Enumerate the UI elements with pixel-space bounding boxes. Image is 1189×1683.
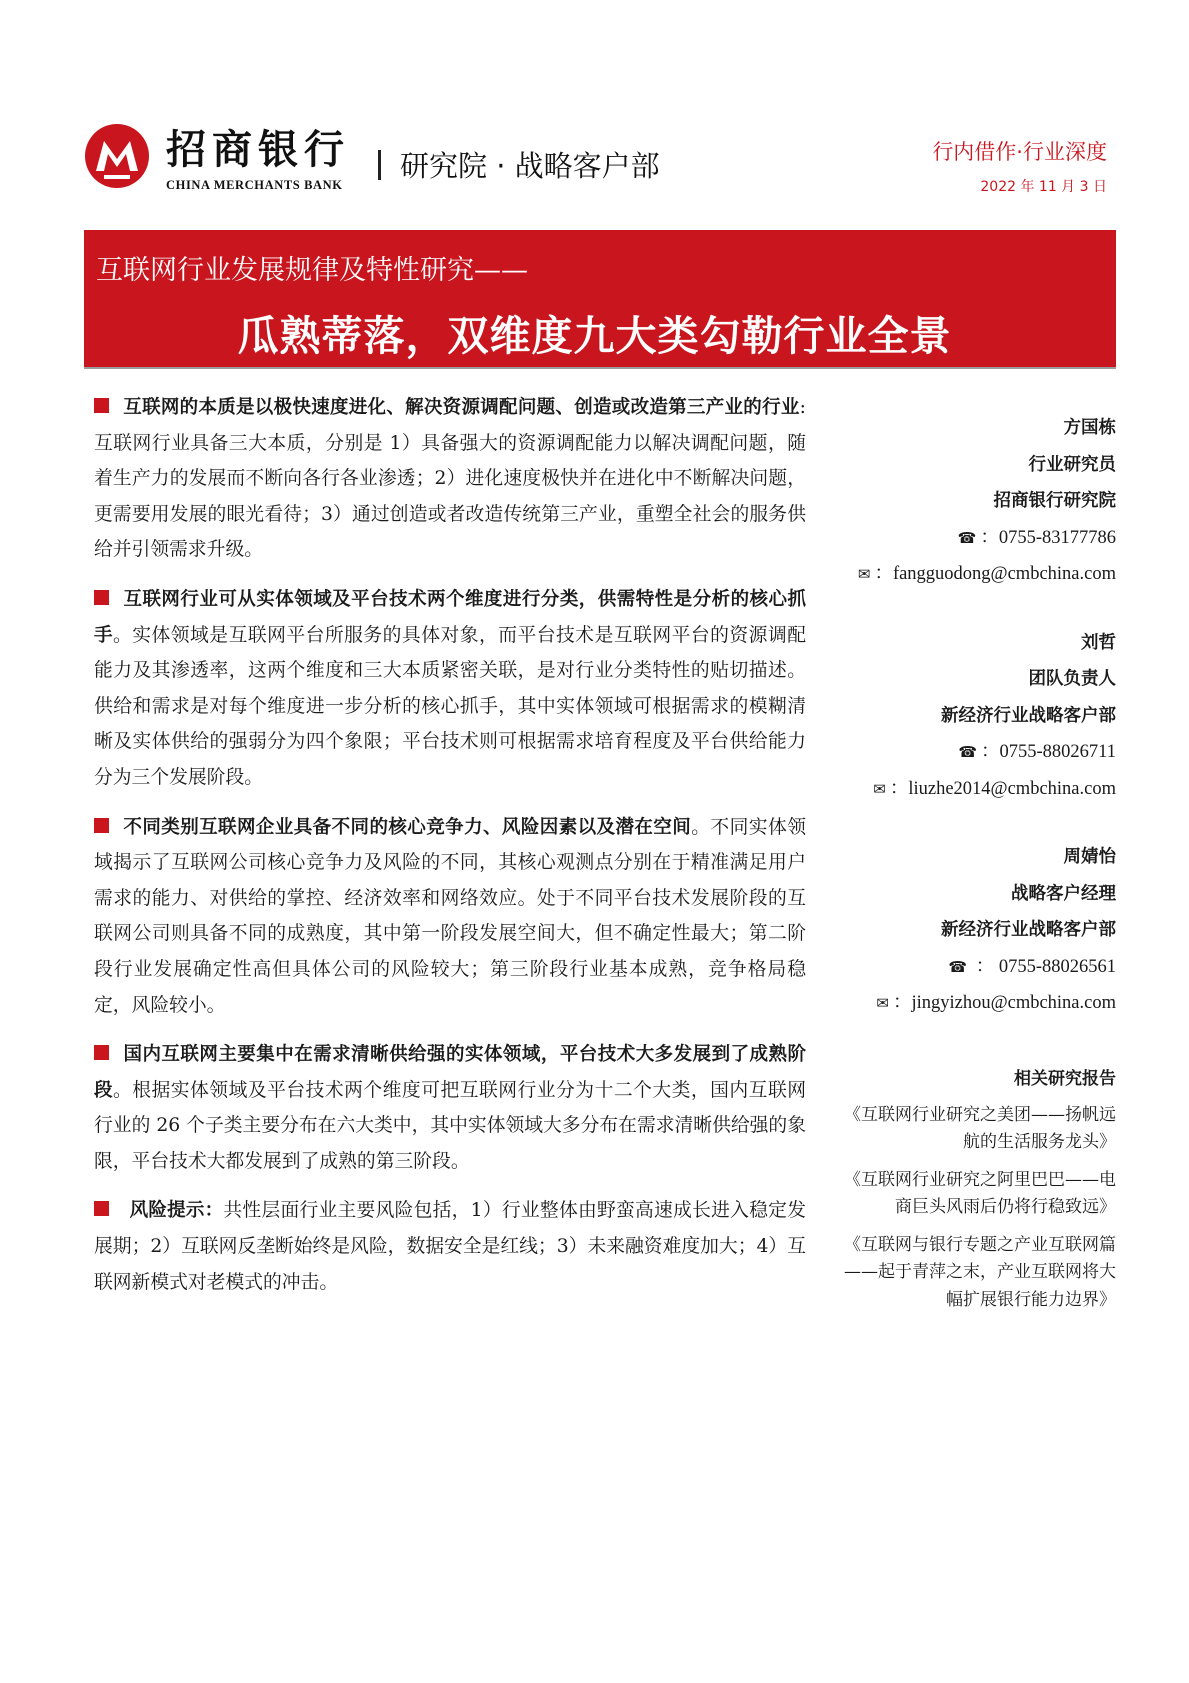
author-org: 新经济行业战略客户部 — [941, 705, 1116, 726]
key-point — [94, 810, 806, 1024]
related-reports-heading: 相关研究报告 — [1014, 1068, 1116, 1089]
header-divider — [378, 150, 381, 180]
author-email[interactable]: ：fangguodong@cmbchina.com — [874, 564, 1116, 584]
phone-icon: ☎ — [948, 957, 968, 976]
author-phone-row — [840, 949, 1116, 986]
author-email-row — [840, 771, 1116, 808]
phone-icon: ☎ — [957, 528, 977, 547]
key-point-body: 共性层面行业主要风险包括，1）行业整体由野蛮高速成长进入稳定发展期；2）互联网反垄断始终是风险，数据安全是红线；3）未来融资难度加大；4）互联网新模式对老模式的冲击。 — [94, 1200, 806, 1293]
brand-name-cn: 招商银行 — [166, 127, 350, 173]
author-phone: ：0755-88026711 — [981, 742, 1116, 762]
author-phone: ： 0755-88026561 — [971, 956, 1116, 977]
phone-icon: ☎ — [958, 743, 978, 761]
key-point-body: :互联网行业具备三大本质，分别是 1）具备强大的资源调配能力以解决调配问题，随着生产力的发展而不断向各行各业渗透；2）进化速度极快并在进化中不断解决问题，更需要用发展的眼光看待；3）通过创造或者改造传统第三产业，重塑全社会的服务供给并引领需求升级。 — [94, 397, 806, 561]
related-report-item[interactable]: 《互联网行业研究之阿里巴巴——电商巨头风雨后仍将行稳致远》 — [844, 1169, 1116, 1217]
bullet-icon — [94, 398, 109, 413]
author-email-row — [840, 985, 1116, 1022]
related-reports — [840, 1062, 1116, 1315]
key-points — [94, 390, 806, 1314]
sidebar — [840, 410, 1116, 1324]
author-title: 战略客户经理 — [1011, 883, 1116, 904]
key-point-lead: 国内互联网主要集中在需求清晰供给强的实体领域，平台技术大多发展到了成熟阶段 — [94, 1044, 806, 1101]
key-point-lead: 互联网的本质是以极快速度进化、解决资源调配问题、创造或改造第三产业的行业 — [123, 397, 800, 418]
report-type: 行内借作·行业深度 — [932, 140, 1107, 164]
risk-warning-lead: 风险提示： — [123, 1200, 224, 1222]
bullet-icon — [94, 1045, 109, 1060]
email-icon: ✉ — [873, 779, 886, 798]
key-point-body: 。不同实体领域揭示了互联网公司核心竞争力及风险的不同，其核心观测点分别在于精准满足用户需求的能力、对供给的掌控、经济效率和网络效应。处于不同平台技术发展阶段的互联网公司则具备不同的成熟度，其中第一阶段发展空间大，但不确定性最大；第二阶段行业发展确定性高但具体公司的风险较大；第三阶段行业基本成熟，竞争格局稳定，风险较小。 — [94, 816, 806, 1016]
author-card — [840, 410, 1116, 593]
author-org: 招商银行研究院 — [993, 491, 1116, 511]
bullet-icon — [94, 818, 109, 833]
author-phone: ：0755-83177786 — [980, 527, 1116, 548]
banner-subtitle: 互联网行业发展规律及特性研究—— — [96, 255, 528, 286]
key-point-lead: 不同类别互联网企业具备不同的核心竞争力、风险因素以及潜在空间 — [123, 816, 692, 838]
cmb-logo-icon — [84, 123, 150, 189]
bullet-icon — [94, 1201, 109, 1216]
report-title: 瓜熟蒂落，双维度九大类勾勒行业全景 — [237, 312, 952, 360]
key-point — [94, 1193, 806, 1300]
author-email[interactable]: ：jingyizhou@cmbchina.com — [892, 993, 1116, 1013]
author-email-row — [840, 556, 1116, 593]
author-name: 刘哲 — [1081, 632, 1116, 653]
author-phone-row — [840, 520, 1116, 557]
email-icon: ✉ — [857, 565, 871, 583]
key-point-body: 。根据实体领域及平台技术两个维度可把互联网行业分为十二个大类，国内互联网行业的 26 个子类主要分布在六大类中，其中实体领域大多分布在需求清晰供给强的象限，平台技术大都发展到了成熟的第三阶段。 — [94, 1079, 806, 1172]
brand-name-en: CHINA MERCHANTS BANK — [166, 178, 343, 192]
author-name: 周婧怡 — [1063, 847, 1116, 867]
key-point — [94, 1037, 806, 1179]
key-point-lead: 互联网行业可从实体领域及平台技术两个维度进行分类，供需特性是分析的核心抓手 — [94, 588, 806, 646]
report-date: 2022 年 11 月 3 日 — [980, 179, 1107, 195]
author-card — [840, 625, 1116, 808]
author-title: 行业研究员 — [1028, 454, 1116, 475]
related-report-item[interactable]: 《互联网行业研究之美团——扬帆远航的生活服务龙头》 — [844, 1104, 1116, 1152]
key-point-body: 。实体领域是互联网平台所服务的具体对象，而平台技术是互联网平台的资源调配能力及其渗透率，这两个维度和三大本质紧密关联，是对行业分类特性的贴切描述。供给和需求是对每个维度进一步分析的核心抓手，其中实体领域可根据需求的模糊清晰及实体供给的强弱分为四个象限；平台技术则可根据需求培育程度及平台供给能力分为三个发展阶段。 — [94, 624, 806, 788]
related-report-item[interactable]: 《互联网与银行专题之产业互联网篇——起于青萍之末，产业互联网将大幅扩展银行能力边界》 — [844, 1234, 1116, 1310]
author-name: 方国栋 — [1063, 418, 1116, 438]
author-title: 团队负责人 — [1028, 669, 1116, 689]
bullet-icon — [94, 590, 109, 605]
author-phone-row — [840, 734, 1116, 771]
author-org: 新经济行业战略客户部 — [941, 920, 1116, 940]
author-email[interactable]: ：liuzhe2014@cmbchina.com — [889, 778, 1116, 799]
key-point — [94, 390, 806, 568]
key-point — [94, 582, 806, 796]
banner-rule — [84, 367, 1116, 369]
email-icon: ✉ — [876, 994, 889, 1012]
department-label: 研究院 · 战略客户部 — [400, 149, 660, 183]
author-card — [840, 839, 1116, 1022]
